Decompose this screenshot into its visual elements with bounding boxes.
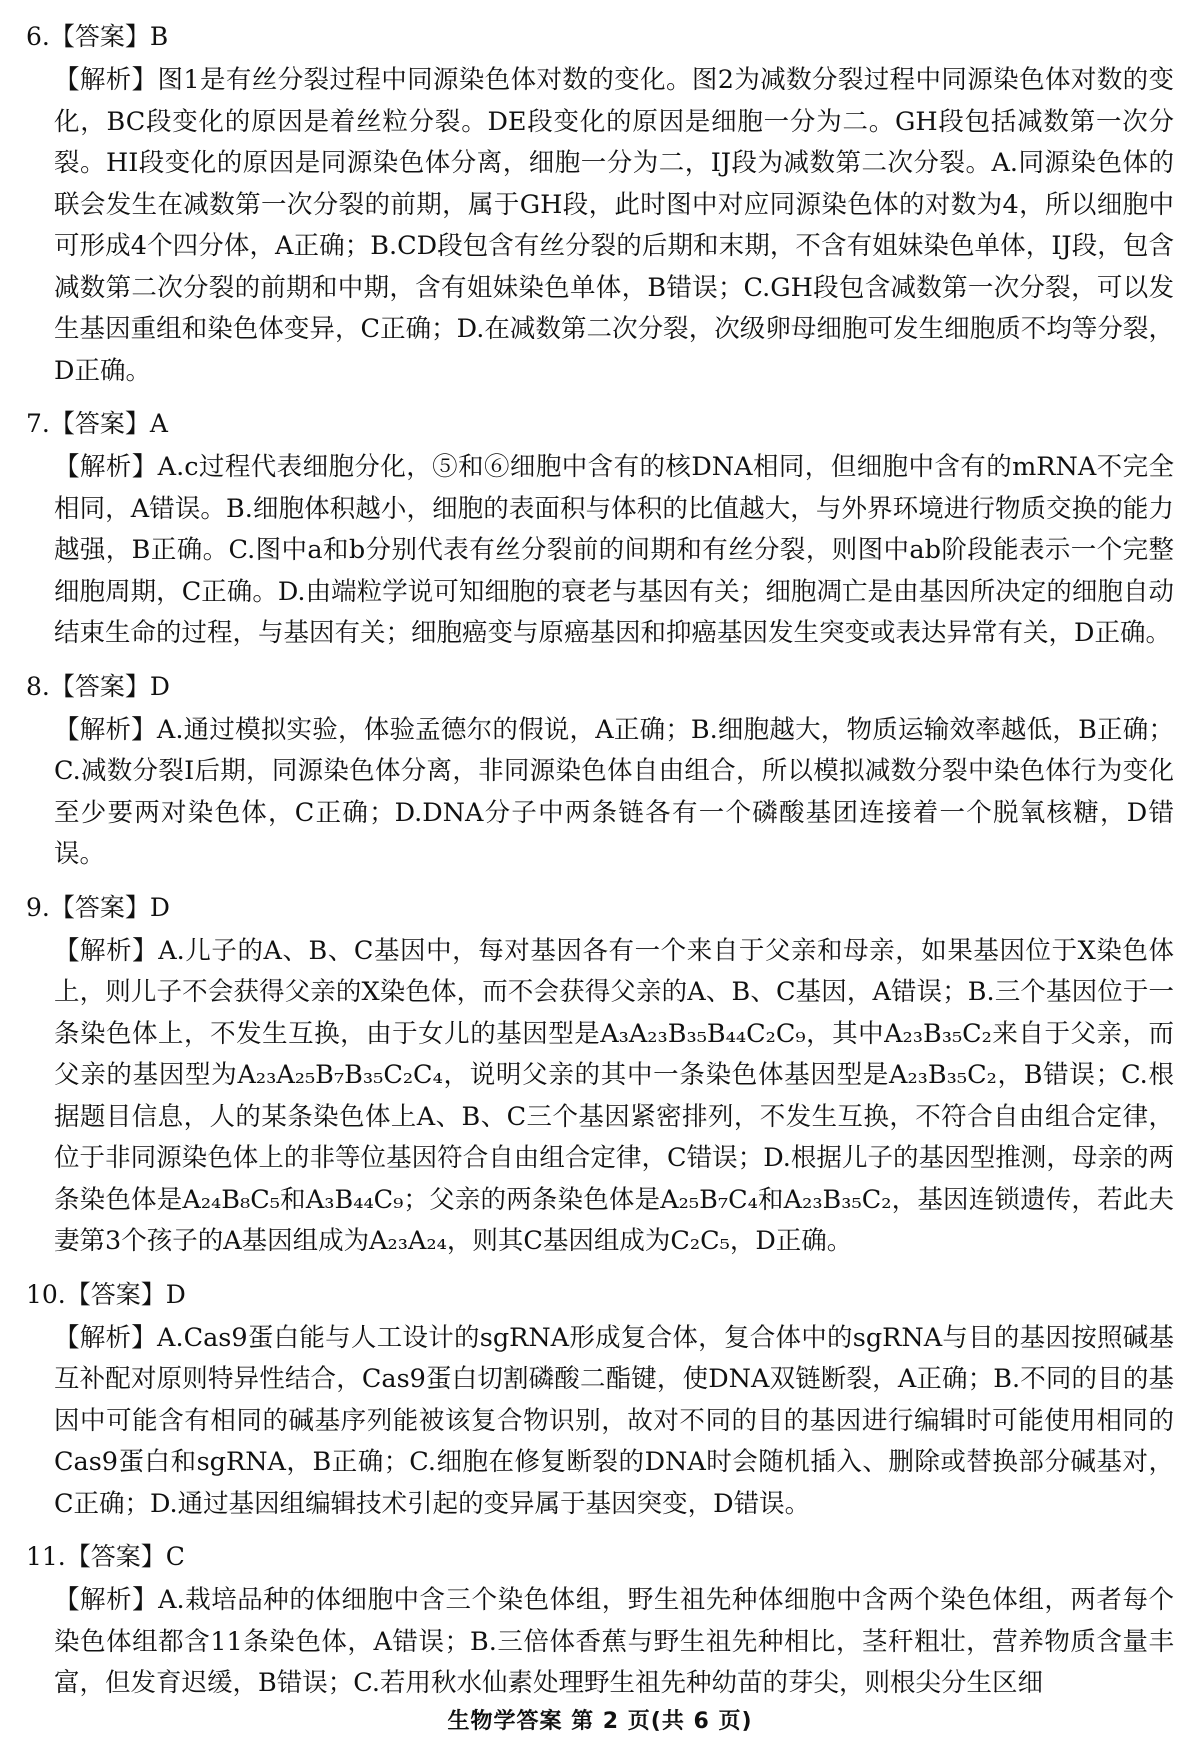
answer-line: 9.【答案】D	[26, 892, 170, 922]
question-block	[26, 885, 1174, 1263]
question-block	[26, 14, 1174, 392]
explanation-text: 【解析】图1是有丝分裂过程中同源染色体对数的变化。图2为减数分裂过程中同源染色体对数的变化，BC段变化的原因是着丝粒分裂。DE段变化的原因是细胞一分为二。GH段包括减数第一次分裂。HI段变化的原因是同源染色体分离，细胞一分为二，IJ段为减数第二次分裂。A.同源染色体的联会发生在减数第一次分裂的前期，属于GH段，此时图中对应同源染色体的对数为4，所以细胞中可形成4个四分体，A正确；B.CD段包含有丝分裂的后期和末期，不含有姐妹染色单体，IJ段，包含减数第二次分裂的前期和中期，含有姐妹染色单体，B错误；C.GH段包含减数第一次分裂，可以发生基因重组和染色体变异，C正确；D.在减数第二次分裂，次级卵母细胞可发生细胞质不均等分裂，D正确。	[54, 65, 1174, 386]
explanation-text: 【解析】A.Cas9蛋白能与人工设计的sgRNA形成复合体，复合体中的sgRNA与目的基因按照碱基互补配对原则特异性结合，Cas9蛋白切割磷酸二酯键，使DNA双链断裂，A正确；B.不同的目的基因中可能含有相同的碱基序列能被该复合物识别，故对不同的目的基因进行编辑时可能使用相同的Cas9蛋白和sgRNA，B正确；C.细胞在修复断裂的DNA时会随机插入、删除或替换部分碱基对，C正确；D.通过基因组编辑技术引起的变异属于基因突变，D错误。	[54, 1322, 1174, 1519]
explanation-text: 【解析】A.通过模拟实验，体验孟德尔的假说，A正确；B.细胞越大，物质运输效率越低，B正确；C.减数分裂Ⅰ后期，同源染色体分离，非同源染色体自由组合，所以模拟减数分裂中染色体行为变化至少要两对染色体，C正确；D.DNA分子中两条链各有一个磷酸基团连接着一个脱氧核糖，D错误。	[54, 714, 1174, 869]
answer-line: 10.【答案】D	[26, 1279, 186, 1309]
answer-line: 7.【答案】A	[26, 409, 168, 438]
page-footer: 生物学答案 第 2 页(共 6 页)	[447, 1709, 753, 1734]
questions-list	[26, 14, 1174, 1705]
explanation-text: 【解析】A.栽培品种的体细胞中含三个染色体组，野生祖先种体细胞中含两个染色体组，两者每个染色体组都含11条染色体，A错误；B.三倍体香蕉与野生祖先种相比，茎秆粗壮，营养物质含量丰富，但发育迟缓，B错误；C.若用秋水仙素处理野生祖先种幼苗的芽尖，则根尖分生区细	[54, 1585, 1174, 1698]
question-block	[26, 401, 1174, 655]
explanation-text: 【解析】A.c过程代表细胞分化，⑤和⑥细胞中含有的核DNA相同，但细胞中含有的mRNA不完全相同，A错误。B.细胞体积越小，细胞的表面积与体积的比值越大，与外界环境进行物质交换的能力越强，B正确。C.图中a和b分别代表有丝分裂前的间期和有丝分裂，则图中ab阶段能表示一个完整细胞周期，C正确。D.由端粒学说可知细胞的衰老与基因有关；细胞凋亡是由基因所决定的细胞自动结束生命的过程，与基因有关；细胞癌变与原癌基因和抑癌基因发生突变或表达异常有关，D正确。	[54, 452, 1174, 648]
explanation-text: 【解析】A.儿子的A、B、C基因中，每对基因各有一个来自于父亲和母亲，如果基因位于X染色体上，则儿子不会获得父亲的X染色体，而不会获得父亲的A、B、C基因，A错误；B.三个基因位于一条染色体上，不发生互换，由于女儿的基因型是A₃A₂₃B₃₅B₄₄C₂C₉，其中A₂₃B₃₅C₂来自于父亲，而父亲的基因型为A₂₃A₂₅B₇B₃₅C₂C₄，说明父亲的其中一条染色体基因型是A₂₃B₃₅C₂，B错误；C.根据题目信息，人的某条染色体上A、B、C三个基因紧密排列，不发生互换，不符合自由组合定律，位于非同源染色体上的非等位基因符合自由组合定律，C错误；D.根据儿子的基因型推测，母亲的两条染色体是A₂₄B₈C₅和A₃B₄₄C₉；父亲的两条染色体是A₂₅B₇C₄和A₂₃B₃₅C₂，基因连锁遗传，若此夫妻第3个孩子的A基因组成为A₂₃A₂₄，则其C基因组成为C₂C₅，D正确。	[54, 935, 1174, 1256]
question-block	[26, 1272, 1174, 1526]
answer-line: 6.【答案】B	[26, 22, 169, 51]
question-block	[26, 1534, 1174, 1705]
question-block	[26, 664, 1174, 876]
answer-line: 11.【答案】C	[26, 1542, 185, 1571]
answer-line: 8.【答案】D	[26, 671, 170, 701]
